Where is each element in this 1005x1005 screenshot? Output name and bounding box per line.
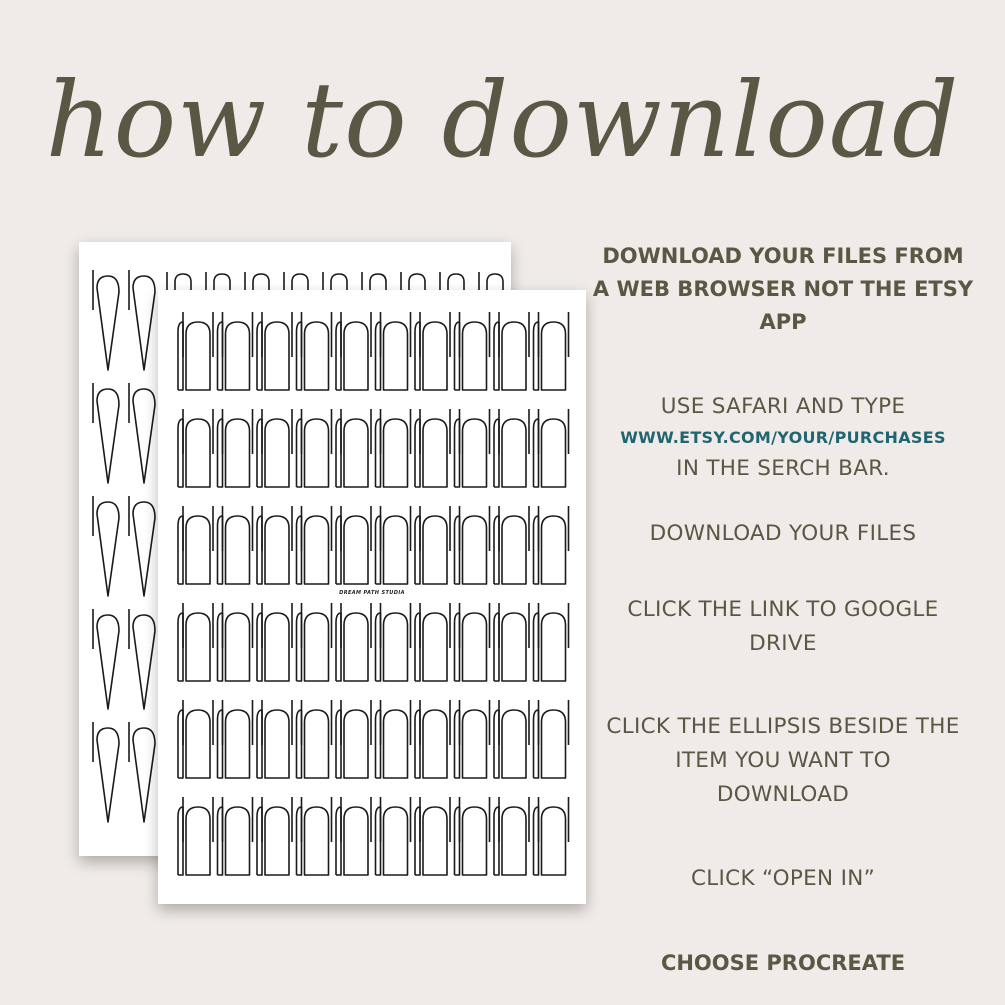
square-nail-outline bbox=[178, 312, 213, 390]
square-nail-outline bbox=[494, 409, 529, 487]
square-nail-outline bbox=[534, 506, 569, 584]
step-browser-line-2: A WEB BROWSER NOT THE ETSY bbox=[592, 277, 974, 301]
step-ellipsis bbox=[584, 710, 982, 812]
square-nail-outline bbox=[376, 506, 411, 584]
square-nail-outline bbox=[376, 797, 411, 875]
square-nail-outline bbox=[455, 506, 490, 584]
stiletto-nail-outline bbox=[93, 496, 119, 596]
square-nail-outline bbox=[178, 409, 213, 487]
square-nail-outline bbox=[257, 506, 292, 584]
square-nail-outline bbox=[218, 312, 253, 390]
step-safari-line-2: IN THE SERCH BAR. bbox=[676, 456, 890, 481]
stiletto-nail-outline bbox=[93, 609, 119, 709]
square-nail-outline bbox=[336, 409, 371, 487]
stiletto-nail-outline bbox=[129, 722, 155, 822]
square-nail-outline bbox=[494, 603, 529, 681]
square-nail-outline bbox=[494, 506, 529, 584]
step-ellipsis-line-2: ITEM YOU WANT TO bbox=[675, 748, 891, 773]
square-nail-outline bbox=[297, 506, 332, 584]
square-nail-outline bbox=[336, 603, 371, 681]
square-nail-outline bbox=[218, 506, 253, 584]
square-nail-outline bbox=[376, 700, 411, 778]
square-nail-outline bbox=[178, 797, 213, 875]
square-nail-outline bbox=[415, 312, 450, 390]
purchases-url[interactable]: WWW.ETSY.COM/YOUR/PURCHASES bbox=[620, 428, 946, 447]
stiletto-nail-outline bbox=[93, 722, 119, 822]
square-nail-outline bbox=[336, 506, 371, 584]
sheet-watermark: DREAM PATH STUDIA bbox=[339, 590, 405, 596]
step-google-drive-line-1: CLICK THE LINK TO GOOGLE bbox=[627, 597, 939, 622]
square-nail-outline bbox=[257, 312, 292, 390]
page-title: how to download bbox=[45, 59, 960, 181]
stiletto-nail-outline bbox=[129, 496, 155, 596]
square-nail-outline bbox=[376, 603, 411, 681]
square-nail-outline bbox=[376, 312, 411, 390]
square-nail-outline bbox=[336, 797, 371, 875]
square-nail-outline bbox=[534, 409, 569, 487]
stiletto-nail-outline bbox=[93, 383, 119, 483]
square-nail-outline bbox=[415, 797, 450, 875]
square-nail-outline bbox=[455, 700, 490, 778]
square-nail-outline bbox=[297, 797, 332, 875]
square-nail-outline bbox=[336, 312, 371, 390]
step-browser bbox=[584, 240, 982, 339]
square-nail-outline bbox=[178, 700, 213, 778]
step-google-drive bbox=[584, 593, 982, 661]
square-nail-outline bbox=[376, 409, 411, 487]
square-nail-outline bbox=[534, 603, 569, 681]
square-nail-outline bbox=[415, 506, 450, 584]
square-nail-outline bbox=[336, 700, 371, 778]
square-nail-outline bbox=[494, 700, 529, 778]
stiletto-nail-outline bbox=[129, 383, 155, 483]
step-choose-procreate: CHOOSE PROCREATE bbox=[660, 951, 906, 975]
step-browser-line-1: DOWNLOAD YOUR FILES FROM bbox=[602, 244, 964, 268]
square-nail-outline bbox=[297, 409, 332, 487]
step-download-files: DOWNLOAD YOUR FILES bbox=[649, 521, 917, 546]
step-ellipsis-line-3: DOWNLOAD bbox=[716, 782, 850, 807]
nail-template-sheet-front bbox=[158, 290, 586, 904]
square-nail-outline bbox=[534, 312, 569, 390]
step-safari bbox=[584, 390, 982, 486]
square-nail-outline bbox=[494, 797, 529, 875]
step-open-in: CLICK “OPEN IN” bbox=[690, 866, 876, 891]
stiletto-nail-outline bbox=[129, 270, 155, 370]
step-google-drive-line-2: DRIVE bbox=[749, 631, 817, 656]
square-nail-outline bbox=[218, 603, 253, 681]
square-nail-outline bbox=[218, 700, 253, 778]
square-nail-outline bbox=[257, 700, 292, 778]
square-nail-outline bbox=[218, 797, 253, 875]
square-nail-outline bbox=[257, 409, 292, 487]
square-nail-outline bbox=[415, 603, 450, 681]
step-safari-line-1: USE SAFARI AND TYPE bbox=[660, 394, 906, 419]
square-nail-outline bbox=[455, 797, 490, 875]
square-nail-outline bbox=[178, 506, 213, 584]
stiletto-nail-outline bbox=[93, 270, 119, 370]
square-nail-outline bbox=[415, 409, 450, 487]
square-nail-outlines bbox=[158, 290, 586, 904]
square-nail-outline bbox=[297, 700, 332, 778]
square-nail-outline bbox=[178, 603, 213, 681]
square-nail-outline bbox=[494, 312, 529, 390]
stiletto-nail-outline bbox=[129, 609, 155, 709]
square-nail-outline bbox=[534, 797, 569, 875]
square-nail-outline bbox=[257, 797, 292, 875]
square-nail-outline bbox=[455, 312, 490, 390]
square-nail-outline bbox=[297, 603, 332, 681]
step-browser-line-3: APP bbox=[759, 310, 807, 334]
square-nail-outline bbox=[455, 603, 490, 681]
square-nail-outline bbox=[534, 700, 569, 778]
square-nail-outline bbox=[455, 409, 490, 487]
square-nail-outline bbox=[257, 603, 292, 681]
step-ellipsis-line-1: CLICK THE ELLIPSIS BESIDE THE bbox=[606, 714, 960, 739]
square-nail-outline bbox=[297, 312, 332, 390]
square-nail-outline bbox=[415, 700, 450, 778]
square-nail-outline bbox=[218, 409, 253, 487]
